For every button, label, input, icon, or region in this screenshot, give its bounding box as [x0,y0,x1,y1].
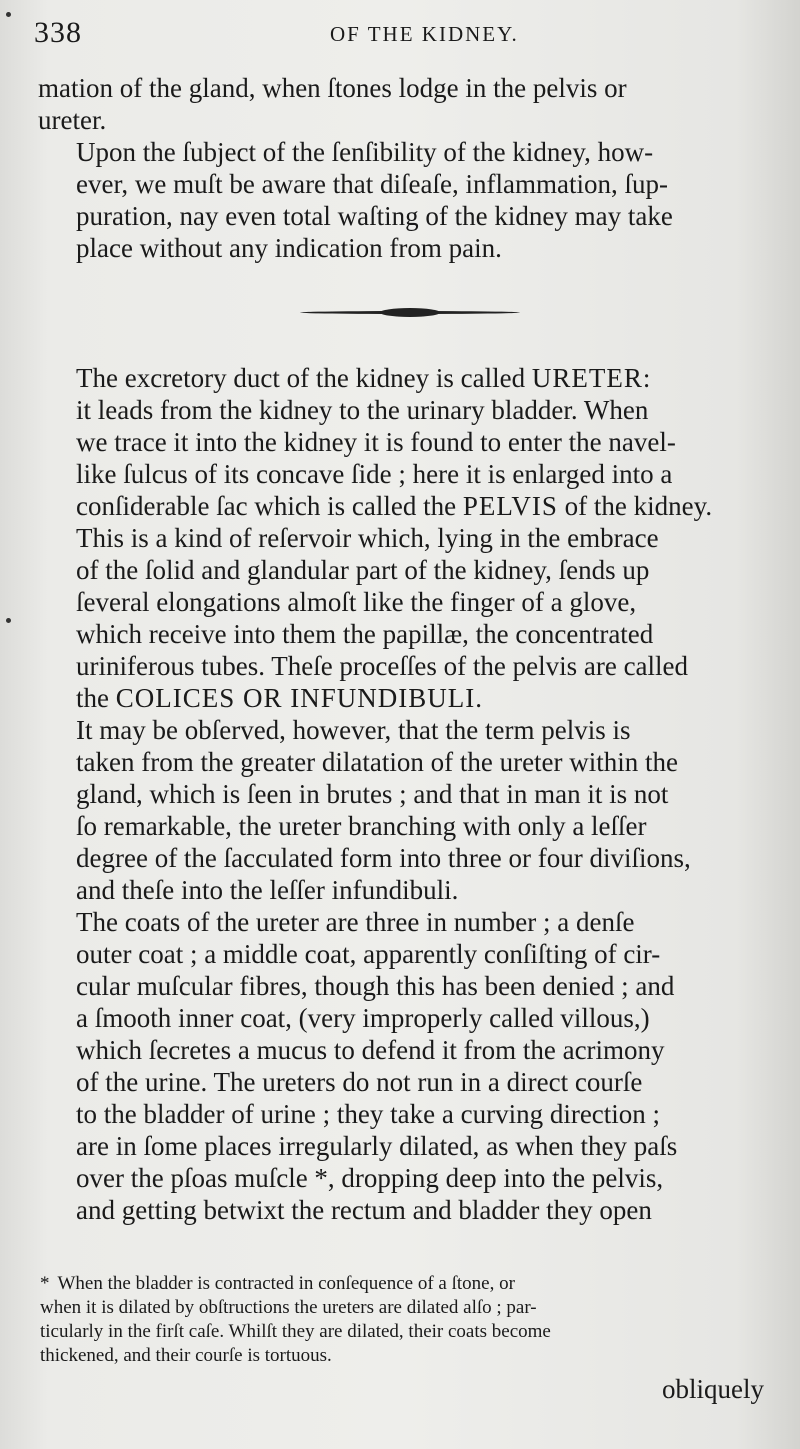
text-line: place without any indication from pain. [76,233,502,263]
footnote-line: thickened, and their courſe is tortuous. [40,1345,332,1366]
page-header [30,14,760,54]
text-line: which ſecretes a mucus to defend it from the acrimony [76,1035,665,1065]
text-line: It may be obſerved, however, that the term pelvis is [76,715,631,745]
text-span: The excretory duct of the kidney is called [76,363,526,393]
text-span: the [76,683,109,713]
text-line: of the urine. The ureters do not run in a direct courſe [76,1067,643,1097]
text-line: cular muſcular fibres, though this has been denied ; and [76,971,675,1001]
text-line: to the bladder of urine ; they take a curving direction ; [76,1099,661,1129]
text-line: are in ſome places irregularly dilated, as when they paſs [76,1131,678,1161]
text-line [38,682,760,714]
text-line: This is a kind of reſervoir which, lying in the embrace [76,523,659,553]
footnote-line [40,1272,760,1296]
text-line: puration, nay even total waſting of the kidney may take [76,201,673,231]
text-line: ſo remarkable, the ureter branching with only a leſſer [76,811,647,841]
text-line: taken from the greater dilatation of the ureter within the [76,747,679,777]
ureter-section [38,362,760,1226]
text-span: : [642,363,651,393]
running-title: OF THE KIDNEY. [330,22,519,46]
margin-speck [6,618,11,623]
text-line: it leads from the kidney to the urinary bladder. When [76,395,649,425]
text-line: a ſmooth inner coat, (very improperly called villous,) [76,1003,650,1033]
text-span: When the bladder is contracted in conſequence of a ſtone, or [57,1273,515,1294]
catchword: obliquely [662,1374,764,1404]
footnote-marker: * [40,1273,50,1294]
text-line: ureter. [38,105,107,135]
text-line: uriniferous tubes. Theſe proceſſes of the pelvis are called [76,651,689,681]
text-line: and theſe into the leſſer infundibuli. [76,875,459,905]
text-span: of the kidney. [564,491,713,521]
text-line: ever, we muſt be aware that diſeaſe, inflammation, ſup- [76,169,668,199]
page-number: 338 [34,16,82,49]
margin-speck [6,12,11,17]
divider-swell [380,308,440,317]
text-line: gland, which is ſeen in brutes ; and that in man it is not [76,779,669,809]
paragraph-sensibility [38,136,760,264]
top-text-block [38,72,760,264]
footnote [40,1272,760,1368]
paragraph-coats [38,906,760,1226]
text-line: and getting betwixt the rectum and bladder they open [76,1195,652,1225]
text-line: of the ſolid and glandular part of the kidney, ſends up [76,555,650,585]
text-line: like ſulcus of its concave ſide ; here it is enlarged into a [76,459,673,489]
text-line: outer coat ; a middle coat, apparently conſiſting of cir- [76,939,661,969]
section-divider-ornament [300,306,520,320]
text-span: conſiderable ſac which is called the [76,491,457,521]
text-line: mation of the gland, when ſtones lodge in the pelvis or [38,73,627,103]
term-ureter: URETER [531,363,643,393]
text-line: Upon the ſubject of the ſenſibility of the kidney, how- [76,137,654,167]
paragraph-pelvis-term [38,714,760,906]
paragraph-continuation [38,72,760,136]
text-line: ſeveral elongations almoſt like the finger of a glove, [76,587,637,617]
text-line [38,490,760,522]
footnote-line: when it is dilated by obſtructions the ureters are dilated alſo ; par- [40,1297,537,1318]
text-line: which receive into them the papillæ, the concentrated [76,619,654,649]
term-colices: COLICES OR INFUNDIBULI. [115,683,483,713]
footnote-line: ticularly in the firſt caſe. Whilſt they are dilated, their coats become [40,1321,551,1342]
text-line: degree of the ſacculated form into three or four diviſions, [76,843,691,873]
text-line [38,362,760,394]
paragraph-ureter [38,362,760,714]
text-line: we trace it into the kidney it is found to enter the navel- [76,427,676,457]
text-line: over the pſoas muſcle *, dropping deep into the pelvis, [76,1163,664,1193]
term-pelvis: PELVIS [462,491,558,521]
text-line: The coats of the ureter are three in number ; a denſe [76,907,635,937]
